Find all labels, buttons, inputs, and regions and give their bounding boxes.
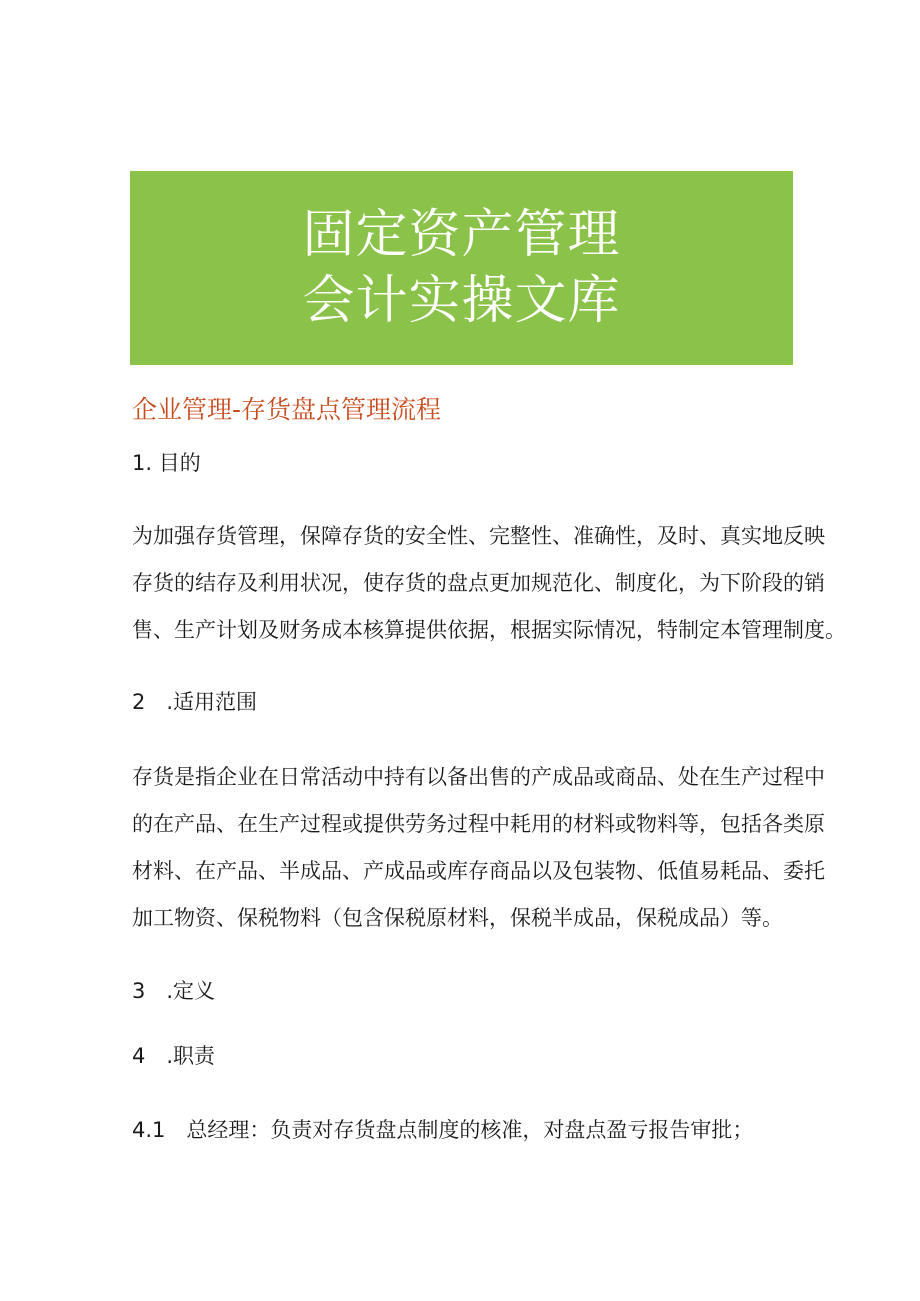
paragraph-line: 存货是指企业在日常活动中持有以备出售的产成品或商品、处在生产过程中 (132, 765, 825, 789)
section-2-heading: 2 .适用范围 (132, 690, 258, 714)
paragraph-line: 售、生产计划及财务成本核算提供依据，根据实际情况，特制定本管理制度。 (132, 618, 846, 642)
section-2-paragraph (132, 754, 825, 942)
section-1-heading: 1. 目的 (132, 451, 201, 475)
section-1-paragraph (132, 513, 846, 654)
banner-line-1: 固定资产管理 (302, 205, 621, 265)
paragraph-line: 的在产品、在生产过程或提供劳务过程中耗用的材料或物料等，包括各类原 (132, 812, 825, 836)
paragraph-line: 为加强存货管理，保障存货的安全性、完整性、准确性，及时、真实地反映 (132, 524, 825, 548)
section-4-1-item: 4.1 总经理：负责对存货盘点制度的核准，对盘点盈亏报告审批； (132, 1118, 754, 1142)
paragraph-line: 加工物资、保税物料（包含保税原材料，保税半成品，保税成品）等。 (132, 906, 783, 930)
paragraph-line: 存货的结存及利用状况，使存货的盘点更加规范化、制度化，为下阶段的销 (132, 571, 825, 595)
document-title: 企业管理-存货盘点管理流程 (132, 395, 442, 424)
banner-line-2: 会计实操文库 (302, 271, 621, 331)
section-4-heading: 4 .职责 (132, 1044, 216, 1068)
paragraph-line: 材料、在产品、半成品、产成品或库存商品以及包装物、低值易耗品、委托 (132, 859, 825, 883)
section-3-heading: 3 .定义 (132, 979, 216, 1003)
title-banner (130, 171, 793, 365)
